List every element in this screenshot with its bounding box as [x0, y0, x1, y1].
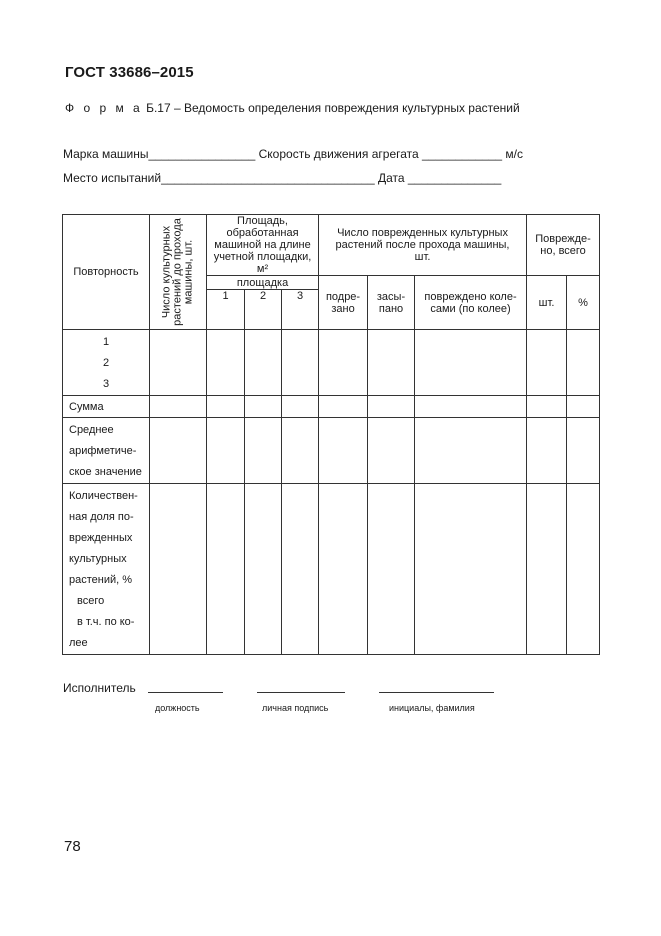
header-area-sub: площадка	[207, 276, 319, 290]
form-title-text: – Ведомость определения повреждения культурных растений	[173, 101, 520, 115]
header-area-2: 2	[245, 290, 282, 330]
header-total: Поврежде- но, всего	[527, 215, 600, 276]
table-row	[63, 418, 600, 484]
header-total-pct: %	[567, 276, 600, 330]
table-row	[63, 484, 600, 655]
header-cut: подре- зано	[319, 276, 368, 330]
repeat-numbers: 1 2 3	[63, 330, 150, 396]
signature-label: Исполнитель	[63, 681, 136, 695]
damage-report-table	[62, 214, 600, 655]
header-damaged: Число поврежденных культурных растений после прохода машины, шт.	[319, 215, 527, 276]
signature-line-position	[148, 692, 223, 693]
header-area-1: 1	[207, 290, 245, 330]
form-label: Ф о р м а	[65, 101, 143, 115]
table-row	[63, 330, 600, 396]
page-number: 78	[64, 838, 81, 855]
header-wheel-damage: повреждено коле- сами (по колее)	[415, 276, 527, 330]
header-area-3: 3	[282, 290, 319, 330]
caption-signature: личная подпись	[262, 703, 329, 713]
header-repeat: Повторность	[63, 215, 150, 330]
caption-position: должность	[155, 703, 200, 713]
form-title	[65, 101, 520, 115]
header-area: Площадь, обработанная машиной на длине учетной площадки, м²	[207, 215, 319, 276]
header-count-before: Число культурных растений до прохода машины, шт.	[150, 215, 207, 330]
signature-line-name	[379, 692, 494, 693]
caption-name: инициалы, фамилия	[389, 703, 475, 713]
standard-header: ГОСТ 33686–2015	[65, 64, 194, 81]
machine-speed-field: Марка машины________________ Скорость движения агрегата ____________ м/с	[63, 147, 524, 161]
row-mean: Среднее арифметиче- ское значение	[63, 418, 150, 484]
row-sum: Сумма	[63, 396, 150, 418]
form-number: Б.17	[146, 101, 171, 115]
header-total-pcs: шт.	[527, 276, 567, 330]
table-row	[63, 396, 600, 418]
header-buried: засы- пано	[368, 276, 415, 330]
signature-line-sign	[257, 692, 345, 693]
row-share: Количествен- ная доля по- врежденных культурных растений, % всего в т.ч. по ко- лее	[63, 484, 150, 655]
place-date-field: Место испытаний________________________________ Дата ______________	[63, 171, 502, 185]
